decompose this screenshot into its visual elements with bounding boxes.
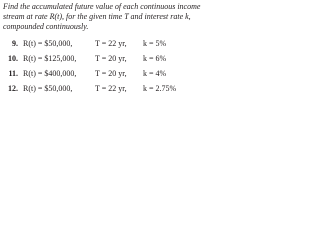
time-period: T = 22 yr, [95, 83, 127, 93]
income-rate: R(t) = $125,000, [23, 53, 77, 63]
instructions-line: compounded continuously. [3, 22, 89, 32]
problem-item [3, 51, 198, 66]
problem-list [3, 36, 198, 96]
time-period: T = 22 yr, [95, 38, 127, 48]
problem-number: 11. [8, 68, 18, 78]
income-rate: R(t) = $50,000, [23, 38, 73, 48]
time-period: T = 20 yr, [95, 68, 127, 78]
textbook-exercise [0, 0, 201, 93]
interest-rate: k = 6% [143, 53, 167, 63]
interest-rate: k = 4% [143, 68, 167, 78]
problem-number: 9. [12, 38, 18, 48]
problem-number: 12. [8, 83, 18, 93]
instructions-line: stream at rate R(t), for the given time T and interest rate k, [3, 12, 191, 22]
problem-item [3, 81, 198, 96]
income-rate: R(t) = $50,000, [23, 83, 73, 93]
time-period: T = 20 yr, [95, 53, 127, 63]
problem-item [3, 36, 198, 51]
problem-item [3, 66, 198, 81]
instructions-line: Find the accumulated future value of each continuous income [3, 2, 201, 11]
exercise-instructions [3, 2, 201, 33]
problem-number: 10. [8, 53, 18, 63]
interest-rate: k = 2.75% [143, 83, 177, 93]
income-rate: R(t) = $400,000, [23, 68, 77, 78]
interest-rate: k = 5% [143, 38, 167, 48]
